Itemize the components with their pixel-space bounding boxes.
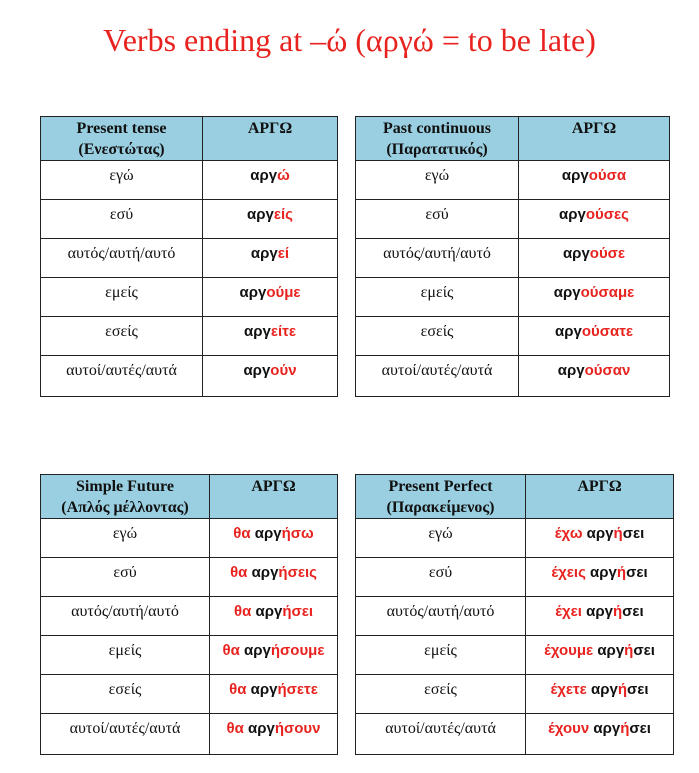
pronoun-cell: εγώ [356,519,526,558]
pronoun-cell: εγώ [41,161,203,200]
table-row [41,597,338,636]
conjugation-cell [210,519,338,558]
ending-text: ούσαμε [580,284,635,301]
conjugation-cell [203,317,338,356]
table-row [41,519,338,558]
pronoun-cell: εσείς [356,317,519,356]
ending-text: ούσα [588,167,627,184]
ending-text: ήσουμε [270,642,325,659]
pronoun-cell: εγώ [41,519,210,558]
conjugation-cell [210,636,338,675]
ending-text: έχουν [548,720,594,737]
ending-text: έχει [555,603,587,620]
conjugation-cell [526,519,674,558]
tense-name: Past continuous [382,120,492,137]
ending-text: θα [230,564,252,581]
stem-text: αργ [250,167,278,184]
conjugation-cell [203,161,338,200]
present-perfect-table [355,474,674,755]
pronoun-cell: αυτοί/αυτές/αυτά [356,356,519,397]
pronoun-cell: αυτός/αυτή/αυτό [41,597,210,636]
ending-text: έχω [554,525,587,542]
table-row [41,317,338,356]
pronoun-cell: εσείς [356,675,526,714]
pronoun-cell: αυτοί/αυτές/αυτά [41,714,210,755]
stem-text: αργ [244,323,271,340]
table-row [356,239,670,278]
table-row [41,239,338,278]
ending-text: ήσουν [274,720,321,737]
conjugation-cell [519,356,670,397]
conjugation-cell [210,714,338,755]
conjugation-cell [203,239,338,278]
ending-text: είτε [270,323,296,340]
verb-header: ΑΡΓΩ [210,475,338,519]
ending-text: ή [620,720,630,737]
stem-text: αργ [244,642,271,659]
stem-text: αργ [250,681,278,698]
pronoun-cell: αυτός/αυτή/αυτό [356,597,526,636]
stem-text: αργ [250,245,278,262]
table-row [356,278,670,317]
stem-text: σει [633,642,655,659]
past-continuous-table [355,116,670,397]
pronoun-cell: αυτός/αυτή/αυτό [356,239,519,278]
table-row [356,519,674,558]
table-row [356,714,674,755]
stem-text: αργ [553,284,581,301]
conjugation-cell [519,239,670,278]
stem-text: αργ [597,642,625,659]
stem-text: σει [626,564,648,581]
tense-name-greek: (Παρακείμενος) [386,499,495,516]
ending-text: εί [277,245,290,262]
tense-name: Simple Future [76,478,174,495]
stem-text: αργ [255,603,283,620]
ending-text: ήσετε [277,681,318,698]
ending-text: ή [624,642,634,659]
ending-text: ήσεις [278,564,317,581]
ending-text: ή [613,525,623,542]
stem-text: αργ [251,564,279,581]
conjugation-cell [526,558,674,597]
table-row [41,675,338,714]
conjugation-cell [526,675,674,714]
pronoun-cell: αυτοί/αυτές/αυτά [356,714,526,755]
pronoun-cell: εμείς [356,278,519,317]
pronoun-cell: αυτοί/αυτές/αυτά [41,356,203,397]
stem-text: αργ [561,167,589,184]
conjugation-cell [203,356,338,397]
tense-header [356,475,526,519]
pronoun-cell: εμείς [356,636,526,675]
conjugation-cell [203,200,338,239]
pronoun-cell: εμείς [41,636,210,675]
ending-text: ούσε [589,245,626,262]
tense-name-greek: (Ενεστώτας) [78,141,165,158]
tense-header [41,475,210,519]
stem-text: αργ [586,525,614,542]
table-row [41,356,338,397]
ending-text: ούσαν [584,362,631,379]
stem-text: αργ [562,245,590,262]
tense-name-greek: (Απλός μέλλοντας) [61,499,189,516]
conjugation-cell [526,636,674,675]
ending-text: ή [617,681,627,698]
stem-text: σει [626,681,649,698]
table-row [356,317,670,356]
tense-name-greek: (Παρατατικός) [386,141,488,158]
table-row [356,597,674,636]
ending-text: έχεις [551,564,591,581]
conjugation-cell [210,558,338,597]
table-row [41,278,338,317]
verb-header: ΑΡΓΩ [519,117,670,161]
conjugation-cell [519,317,670,356]
present-tense-table [40,116,338,397]
conjugation-cell [203,278,338,317]
stem-text: αργ [586,603,613,620]
ending-text: θα [226,720,248,737]
stem-text: αργ [557,362,585,379]
table-row [356,675,674,714]
ending-text: ήσει [282,603,314,620]
verb-header: ΑΡΓΩ [203,117,338,161]
tense-name: Present Perfect [388,478,493,495]
table-row [356,200,670,239]
ending-text: θα [233,603,256,620]
conjugation-cell [526,597,674,636]
simple-future-table [40,474,338,755]
tense-name: Present tense [76,120,167,137]
ending-text: ή [616,564,627,581]
table-row [356,636,674,675]
page-title: Verbs ending at –ώ (αργώ = to be late) [103,22,596,58]
stem-text: αργ [247,206,274,223]
pronoun-cell: εμείς [41,278,203,317]
stem-text: αργ [554,323,582,340]
table-row [356,356,670,397]
conjugation-cell [519,278,670,317]
ending-text: ώ [277,167,290,184]
ending-text: θα [222,642,245,659]
conjugation-cell [519,161,670,200]
stem-text: αργ [593,720,621,737]
ending-text: θα [233,525,255,542]
stem-text: σει [629,720,651,737]
conjugation-cell [210,675,338,714]
stem-text: αργ [239,284,267,301]
ending-text: ούν [270,362,297,379]
pronoun-cell: εσύ [41,200,203,239]
ending-text: έχουμε [544,642,598,659]
ending-text: ούσες [585,206,629,223]
pronoun-cell: εσύ [356,558,526,597]
table-row [356,558,674,597]
table-row [41,558,338,597]
ending-text: έχετε [550,681,591,698]
pronoun-cell: αυτός/αυτή/αυτό [41,239,203,278]
tense-header [41,117,203,161]
ending-text: ούμε [266,284,301,301]
ending-text: ούσατε [581,323,634,340]
ending-text: ήσω [281,525,314,542]
stem-text: αργ [590,564,617,581]
stem-text: αργ [243,362,271,379]
conjugation-cell [519,200,670,239]
pronoun-cell: εσύ [356,200,519,239]
stem-text: αργ [559,206,586,223]
ending-text: ή [612,603,623,620]
pronoun-cell: εσείς [41,317,203,356]
pronoun-cell: εγώ [356,161,519,200]
ending-text: είς [273,206,293,223]
table-row [41,636,338,675]
conjugation-cell [210,597,338,636]
ending-text: θα [229,681,251,698]
stem-text: σει [622,525,645,542]
table-row [356,161,670,200]
conjugation-cell [526,714,674,755]
stem-text: αργ [254,525,282,542]
verb-header: ΑΡΓΩ [526,475,674,519]
stem-text: αργ [247,720,275,737]
stem-text: αργ [590,681,618,698]
pronoun-cell: εσείς [41,675,210,714]
tense-header [356,117,519,161]
pronoun-cell: εσύ [41,558,210,597]
stem-text: σει [622,603,644,620]
table-row [41,200,338,239]
table-row [41,161,338,200]
table-row [41,714,338,755]
